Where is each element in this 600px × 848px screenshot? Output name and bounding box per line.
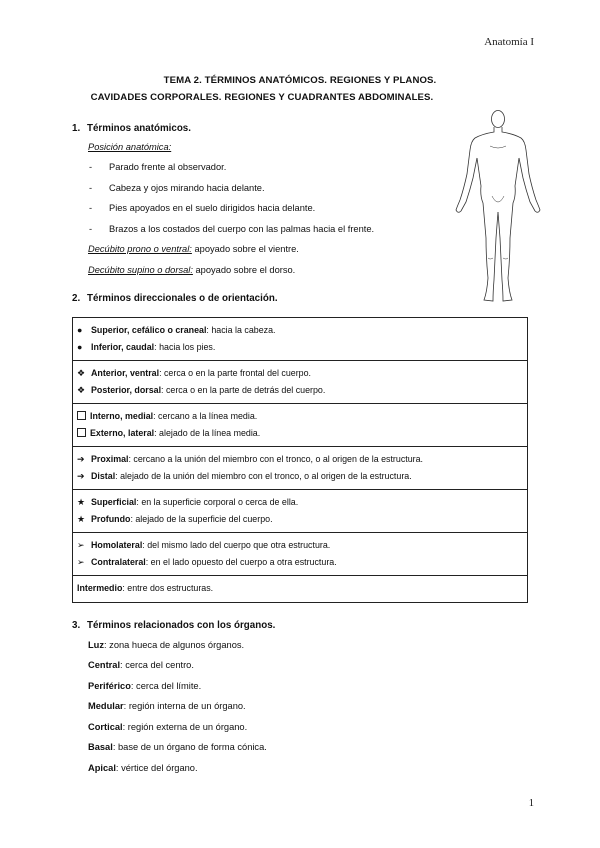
section-1-number: 1. [72,123,81,134]
table-cell [73,404,528,447]
section-3-number: 3. [72,620,81,631]
table-cell [73,318,528,361]
table-cell [73,533,528,576]
page-number: 1 [528,798,534,809]
dash-bullet: - [89,203,93,213]
term-line: Externo, lateral: alejado de la línea media. [77,425,523,442]
diamond-icon: ❖ [77,384,85,395]
table-cell [73,447,528,490]
list-item: Cabeza y ojos mirando hacia delante. [109,183,265,193]
list-item: Luz: zona hueca de algunos órganos. [88,640,245,650]
list-item: Periférico: cerca del límite. [88,681,202,691]
dash-bullet: - [89,224,93,234]
section-3-title: Términos relacionados con los órganos. [87,620,276,631]
term-line: ➢ Contralateral: en el lado opuesto del cuerpo a otra estructura. [77,554,523,571]
arrow-icon: ➔ [77,470,85,481]
section-2-heading [72,293,278,304]
table-row [73,447,528,490]
checkbox-icon [77,411,86,420]
list-item: Brazos a los costados del cuerpo con las palmas hacia el frente. [109,224,375,234]
dash-bullet: - [89,183,93,193]
table-row [73,318,528,361]
term-line: ★ Profundo: alejado de la superficie del cuerpo. [77,511,523,528]
term-line: ❖ Posterior, dorsal: cerca o en la parte de detrás del cuerpo. [77,382,523,399]
section-1-title: Términos anatómicos. [87,123,191,134]
section-1-heading [72,123,191,134]
arrow-icon: ➔ [77,454,85,464]
list-item: Cortical: región externa de un órgano. [88,722,248,732]
anatomical-position-label: Posición anatómica: [88,142,172,152]
bullet-icon: ● [77,341,83,352]
list-item: Basal: base de un órgano de forma cónica. [88,742,267,752]
term-line: ● Superior, cefálico o craneal: hacia la cabeza. [77,322,523,339]
term-line: ★ Superficial: en la superficie corporal o cerca de ella. [77,494,523,511]
section-2-number: 2. [72,293,81,304]
table-row [73,361,528,404]
term-line: Interno, medial: cercano a la línea media. [77,408,523,425]
table-cell [73,490,528,533]
term-line: ➢ Homolateral: del mismo lado del cuerpo que otra estructura. [77,537,523,554]
checkbox-icon [77,428,86,437]
table-cell [73,576,528,603]
list-item: Pies apoyados en el suelo dirigidos hacia delante. [109,203,316,213]
document-title-line-1: TEMA 2. TÉRMINOS ANATÓMICOS. REGIONES Y PLANOS. [163,75,437,86]
term-line: Intermedio: entre dos estructuras. [77,583,214,593]
table-row [73,490,528,533]
table-cell [73,361,528,404]
table-row [73,533,528,576]
dash-bullet: - [89,162,93,172]
document-title-line-2: CAVIDADES CORPORALES. REGIONES Y CUADRANTES ABDOMINALES. [90,92,434,103]
table-row [73,404,528,447]
course-header: Anatomía I [484,36,534,48]
arrowhead-icon: ➢ [77,540,85,550]
prone-definition: Decúbito prono o ventral: apoyado sobre el vientre. [88,244,299,254]
term-line: ➔ Proximal: cercano a la unión del miembro con el tronco, o al origen de la estructura. [77,451,523,468]
arrowhead-icon: ➢ [77,556,85,567]
directional-terms-table [72,317,528,603]
star-icon: ★ [77,497,85,507]
section-2-title: Términos direccionales o de orientación. [87,293,278,304]
term-line: ❖ Anterior, ventral: cerca o en la parte frontal del cuerpo. [77,365,523,382]
list-item: Apical: vértice del órgano. [88,763,198,773]
star-icon: ★ [77,513,85,524]
table-row [73,576,528,603]
diamond-icon: ❖ [77,368,85,378]
term-line: ● Inferior, caudal: hacia los pies. [77,339,523,356]
term-line: ➔ Distal: alejado de la unión del miembro con el tronco, o al origen de la estructura. [77,468,523,485]
supine-definition: Decúbito supino o dorsal: apoyado sobre el dorso. [88,265,296,275]
list-item: Parado frente al observador. [109,162,227,172]
bullet-icon: ● [77,325,83,335]
list-item: Medular: región interna de un órgano. [88,701,246,711]
anatomical-position-figure [448,108,548,308]
section-3-heading [72,620,275,631]
list-item: Central: cerca del centro. [88,660,194,670]
